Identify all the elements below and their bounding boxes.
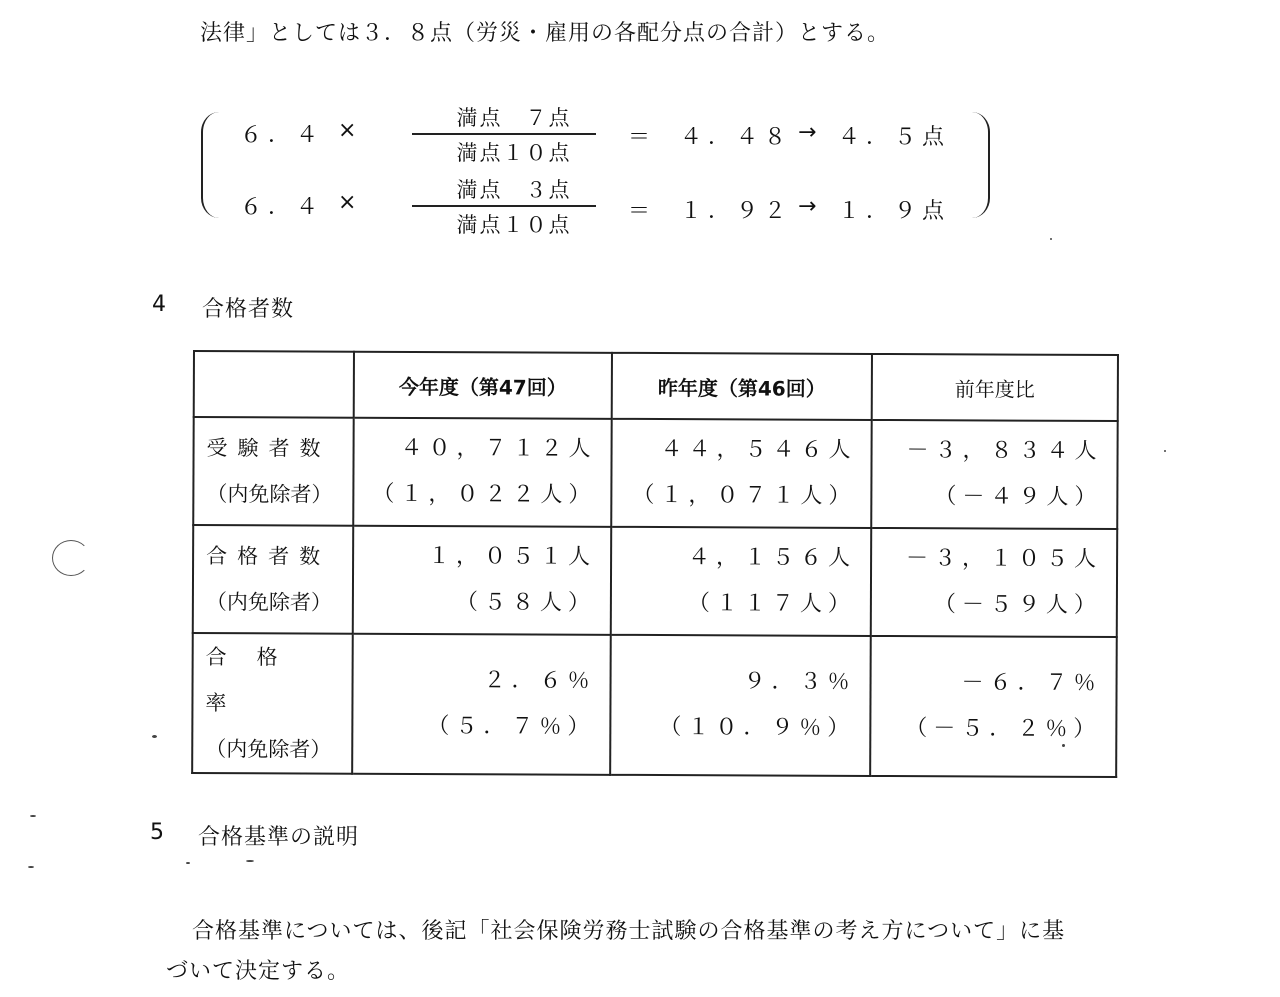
table-cell [871,420,1117,529]
table-cell [611,419,871,528]
row-label-main: 合格者数 [206,544,331,569]
times-sign: × [338,190,363,215]
formula-base: ６．４ [240,195,325,220]
cell-value: －６．７％ [961,670,1102,696]
equals-sign: ＝ [628,199,657,224]
scan-speck [30,815,36,817]
header-empty-cell [194,351,354,418]
cell-value: －３，８３４人 [906,438,1103,464]
row-label [192,633,353,774]
table-cell [610,635,871,776]
fraction-bar [412,205,596,207]
fraction [412,102,596,167]
fraction-bar [412,133,596,135]
row-label-sub: （内免除者） [206,482,333,507]
cell-subvalue: （１，０２２人） [372,481,597,508]
row-label-main: 合格率 [205,645,308,716]
section-5-number: 5 [150,820,165,845]
formula-rounded: ４．５点 [838,125,951,150]
cell-subvalue: （１０．９％） [659,715,856,741]
fraction-numerator: 満点 ７点 [456,106,572,130]
scan-speck [1050,238,1052,240]
equals-sign: ＝ [628,125,657,150]
cell-subvalue: （－５．２％） [905,716,1102,742]
scan-speck [186,862,190,864]
top-line: 法律」としては３．８点（労災・雇用の各配分点の合計）とする。 [200,21,891,46]
row-label-sub: （内免除者） [205,737,332,762]
formula-base: ６．４ [240,123,325,148]
fraction-numerator: 満点 ３点 [456,178,572,202]
cell-value: ４，１５６人 [688,545,857,571]
fraction-denominator: 満点１０点 [456,141,572,165]
cell-value: ９．３％ [743,669,856,695]
table-cell [353,526,611,635]
row-label-main: 受験者数 [206,436,331,461]
cell-value: －３，１０５人 [906,546,1103,572]
pass-count-table [191,350,1119,778]
formula-rounded: １．９点 [838,199,951,224]
arrow-icon: → [798,120,823,145]
section-4-title: 合格者数 [202,297,295,322]
times-sign: × [338,118,363,143]
arrow-icon: → [798,194,823,219]
header-last-year: 昨年度（第46回） [612,353,872,420]
formula-result: １．９２ [680,199,793,224]
scan-speck [152,735,157,738]
row-label [193,525,353,634]
left-bracket [201,112,219,218]
cell-subvalue: （１１７人） [687,591,856,617]
table-row [193,417,1117,529]
cell-value: ４４，５４６人 [660,437,857,463]
table-cell [611,527,871,636]
punch-hole-mark [52,540,90,576]
table-cell [871,528,1117,637]
table-cell [870,636,1117,777]
cell-subvalue: （１，０７１人） [632,482,857,509]
section-4-number: 4 [152,292,167,317]
row-label [193,417,353,526]
row-label-sub: （内免除者） [205,590,332,615]
table-row [193,525,1117,637]
section-5-title: 合格基準の説明 [198,825,360,850]
table-cell [352,634,611,775]
table-cell [353,418,611,527]
table-row [192,633,1117,777]
cell-subvalue: （５．７％） [427,714,596,740]
header-this-year: 今年度（第47回） [354,352,612,419]
header-yoy: 前年度比 [872,354,1118,421]
fraction [412,174,596,239]
cell-subvalue: （５８人） [455,590,596,616]
cell-subvalue: （－５９人） [933,592,1102,618]
cell-value: ４０，７１２人 [400,435,597,462]
paragraph-line-2: づいて決定する。 [166,959,351,984]
cell-value: １，０５１人 [428,544,597,570]
paragraph-line-1: 合格基準については、後記「社会保険労務士試験の合格基準の考え方について」に基 [192,919,1066,944]
scan-speck [246,860,254,862]
formula-result: ４．４８ [680,125,793,150]
scan-speck [1164,450,1166,452]
cell-subvalue: （－４９人） [934,484,1103,510]
scan-speck [1062,744,1065,747]
table-header-row [194,351,1118,421]
scan-speck [28,866,34,868]
right-bracket [972,112,990,218]
cell-value: ２．６％ [483,668,596,694]
fraction-denominator: 満点１０点 [456,213,572,237]
